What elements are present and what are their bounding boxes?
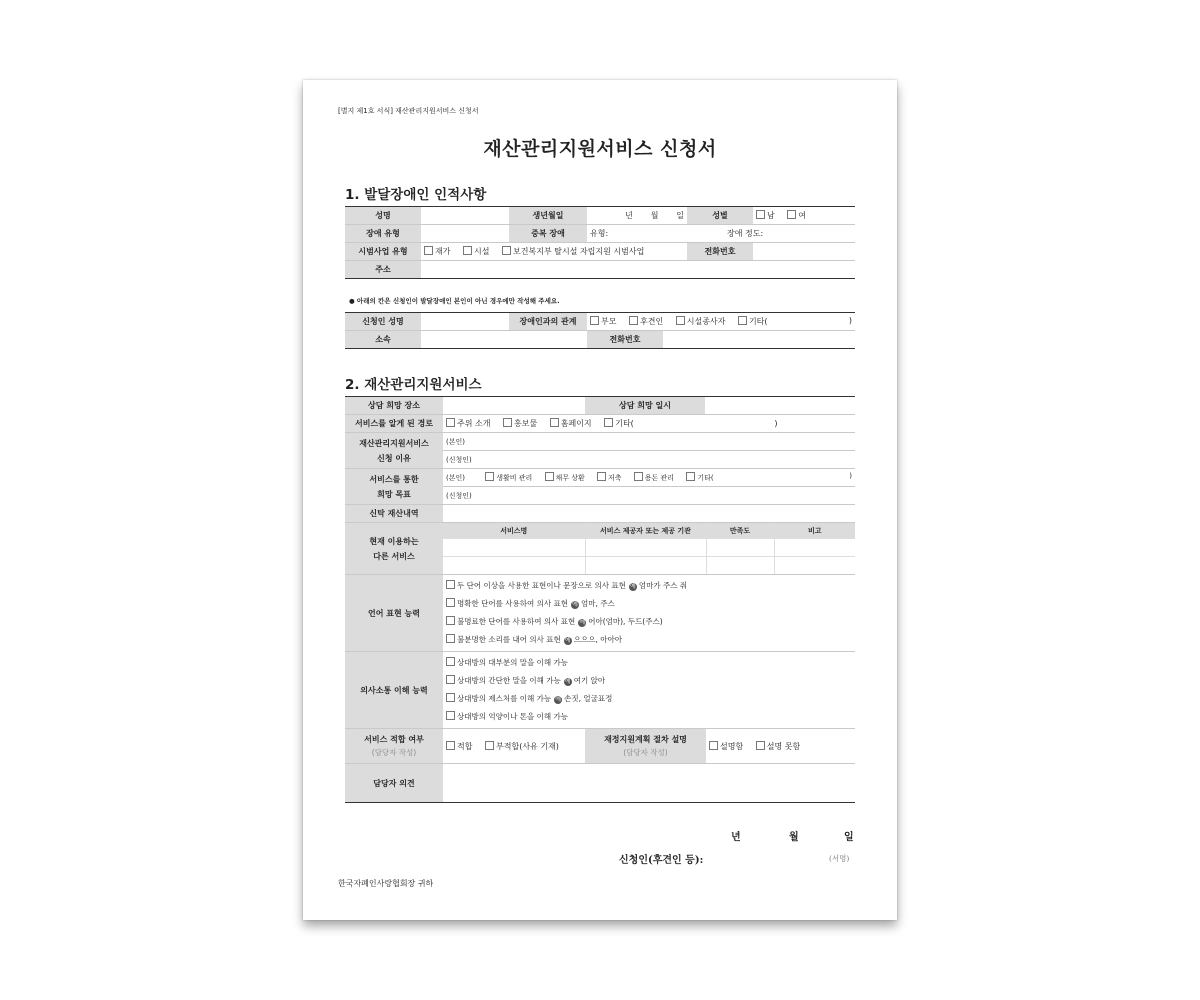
reason-label: 재산관리지원서비스 신청 이유 [345,433,443,469]
trust-label: 신탁 재산내역 [345,505,443,523]
form-number: [별지 제1호 서식] 재산관리지원서비스 신청서 [338,107,479,115]
affiliation-field[interactable] [421,331,587,349]
route-opt-referral[interactable]: 주위 소개 [446,419,490,428]
comm-item[interactable]: 상대방의 대부분의 말을 이해 가능 [446,654,852,672]
phone-label: 전화번호 [687,243,753,261]
service-table: 상담 희망 장소 상담 희망 일시 서비스를 알게 된 경로 주위 소개 홍보물 홈페이지 기타( ) 재산관리지원서비스 신청 이유 (본인) (신청인) 서비스를 통한 희망 목표 (본인) 생활비 관리 채무 상환 저축 용돈 관리 기타( ) (신청인) 신탁 재산내역 현재 이용하는 다른 서비스 서비스명 서비스 제공자 또는 제공 기관 만족도 비고 언어 표현 능력 두 단어 이상을 사용한 표현이나 문장으로 의사 표현 예 엄마가 주스 줘 명확한 단어를 사용하여 의사 표현 예 엄마, 주스 불명료한 단어를 사용하여 의사 표현 예 어아(엄마), 두드(주스) 불분명한 소리를 내어 의사 표현 예 으으으, 아아아 의사소통 이해 능력 상대방의 대부분의 말을 이해 가능 상대방의 간단한 말을 이해 가능 예 여기 앉아 상대방의 제스처를 이해 가능 예 손짓, 얼굴표정 상대방의 억양이나 톤을 이해 가능 서비스 적합 여부 (담당자 작성) 적합 부적합(사유 기재) 재정지원계획 절차 설명 (담당자 작성) 설명함 설명 못함 담당자 의견 [345,396,855,803]
col-service-name: 서비스명 [443,523,585,539]
plan-label: 재정지원계획 절차 설명 (담당자 작성) [585,729,706,763]
fit-label: 서비스 적합 여부 (담당자 작성) [345,729,443,764]
address-field[interactable] [421,261,855,279]
address-label: 주소 [345,261,421,279]
disability-type-field[interactable] [421,225,509,243]
consult-place-label: 상담 희망 장소 [345,397,443,415]
birth-label: 생년월일 [509,207,587,225]
route-opt-promo[interactable]: 홍보물 [503,419,537,428]
male-checkbox[interactable]: 남 [756,211,775,220]
comm-item[interactable]: 상대방의 간단한 말을 이해 가능 예 여기 앉아 [446,672,852,690]
relation-opt-guardian[interactable]: 후견인 [629,317,663,326]
footer-day: 일 [844,832,854,843]
lang-item[interactable]: 두 단어 이상을 사용한 표현이나 문장으로 의사 표현 예 엄마가 주스 줘 [446,577,852,595]
phone2-label: 전화번호 [587,331,663,348]
dup-disability-label: 중복 장애 [509,225,587,243]
goal-opt-saving[interactable]: 저축 [597,474,622,482]
degree-field[interactable]: 장애 정도: [687,225,855,243]
pilot-opt-facility[interactable]: 시설 [463,247,489,256]
fit-opt-suitable[interactable]: 적합 [446,742,472,751]
reason-self-field[interactable]: (본인) [443,433,855,451]
applicant-table: 신청인 성명 장애인과의 관계 부모 후견인 시설종사자 기타( ) 소속 전화번호 [345,312,855,349]
plan-opt-explained[interactable]: 설명함 [709,742,743,751]
dup-type-field[interactable]: 유형: [587,225,687,243]
application-form-sheet [303,80,897,920]
relation-opt-staff[interactable]: 시설종사자 [676,317,726,326]
goal-opt-other[interactable]: 기타( [686,474,713,482]
comm-item[interactable]: 상대방의 제스처를 이해 가능 예 손짓, 얼굴표정 [446,690,852,708]
phone-field[interactable] [753,243,855,261]
col-remarks: 비고 [774,523,855,539]
goal-opt-living[interactable]: 생활비 관리 [485,474,532,482]
applicant-note: ● 아래의 칸은 신청인이 발달장애인 본인이 아닌 경우에만 작성해 주세요. [349,297,560,305]
comm-ability-label: 의사소통 이해 능력 [345,652,443,729]
sex-label: 성별 [687,207,753,225]
consult-time-field[interactable] [705,397,855,414]
relation-opt-other[interactable]: 기타( [738,317,768,326]
language-ability-label: 언어 표현 능력 [345,575,443,652]
goal-opt-allowance[interactable]: 용돈 관리 [634,474,674,482]
pilot-opt-home[interactable]: 재가 [424,247,450,256]
name-label: 성명 [345,207,421,225]
lang-item[interactable]: 불명료한 단어를 사용하여 의사 표현 예 어아(엄마), 두드(주스) [446,613,852,631]
lang-item[interactable]: 명확한 단어를 사용하여 의사 표현 예 엄마, 주스 [446,595,852,613]
affiliation-label: 소속 [345,331,421,349]
name-field[interactable] [421,207,509,225]
lang-item[interactable]: 불분명한 소리를 내어 의사 표현 예 으으으, 아아아 [446,631,852,649]
consult-place-field[interactable] [443,397,585,414]
pilot-label: 시범사업 유형 [345,243,421,261]
female-checkbox[interactable]: 여 [787,211,806,220]
seal-mark: (서명) [829,854,850,863]
pilot-opt-mohw[interactable]: 보건복지부 탈시설 자립지원 시범사업 [502,247,644,256]
route-label: 서비스를 알게 된 경로 [345,415,443,433]
personal-info-table [345,206,855,279]
goal-applicant-field[interactable]: (신청인) [443,487,855,505]
relation-opt-parent[interactable]: 부모 [590,317,616,326]
other-service-table [443,523,855,574]
addressee: 한국자폐인사랑협회장 귀하 [338,879,434,888]
trust-field[interactable] [443,505,855,523]
applicant-name-field[interactable] [421,313,509,331]
route-opt-homepage[interactable]: 홈페이지 [550,419,592,428]
birth-field[interactable]: 년 월 일 [587,207,687,225]
plan-opt-not-explained[interactable]: 설명 못함 [756,742,800,751]
section2-heading: 2. 재산관리지원서비스 [345,377,482,393]
applicant-name-label: 신청인 성명 [345,313,421,331]
other-service-label: 현재 이용하는 다른 서비스 [345,523,443,575]
goal-label: 서비스를 통한 희망 목표 [345,469,443,505]
phone2-field[interactable] [663,331,855,348]
reason-applicant-field[interactable]: (신청인) [443,451,855,469]
opinion-field[interactable] [443,764,855,803]
disability-type-label: 장애 유형 [345,225,421,243]
form-title: 재산관리지원서비스 신청서 [483,138,717,160]
section1-heading: 1. 발달장애인 인적사항 [345,187,487,203]
col-provider: 서비스 제공자 또는 제공 기관 [585,523,706,539]
applicant-signature-label: 신청인(후견인 등): [619,855,704,866]
col-satisfaction: 만족도 [706,523,774,539]
fit-opt-unsuitable[interactable]: 부적합(사유 기재) [485,742,559,751]
route-opt-other[interactable]: 기타( [604,419,634,428]
consult-time-label: 상담 희망 일시 [585,397,705,414]
relation-label: 장애인과의 관계 [509,313,587,331]
goal-opt-debt[interactable]: 채무 상환 [545,474,585,482]
comm-item[interactable]: 상대방의 억양이나 톤을 이해 가능 [446,708,852,726]
footer-month: 월 [789,832,799,843]
footer-year: 년 [731,832,741,843]
opinion-label: 담당자 의견 [345,764,443,803]
